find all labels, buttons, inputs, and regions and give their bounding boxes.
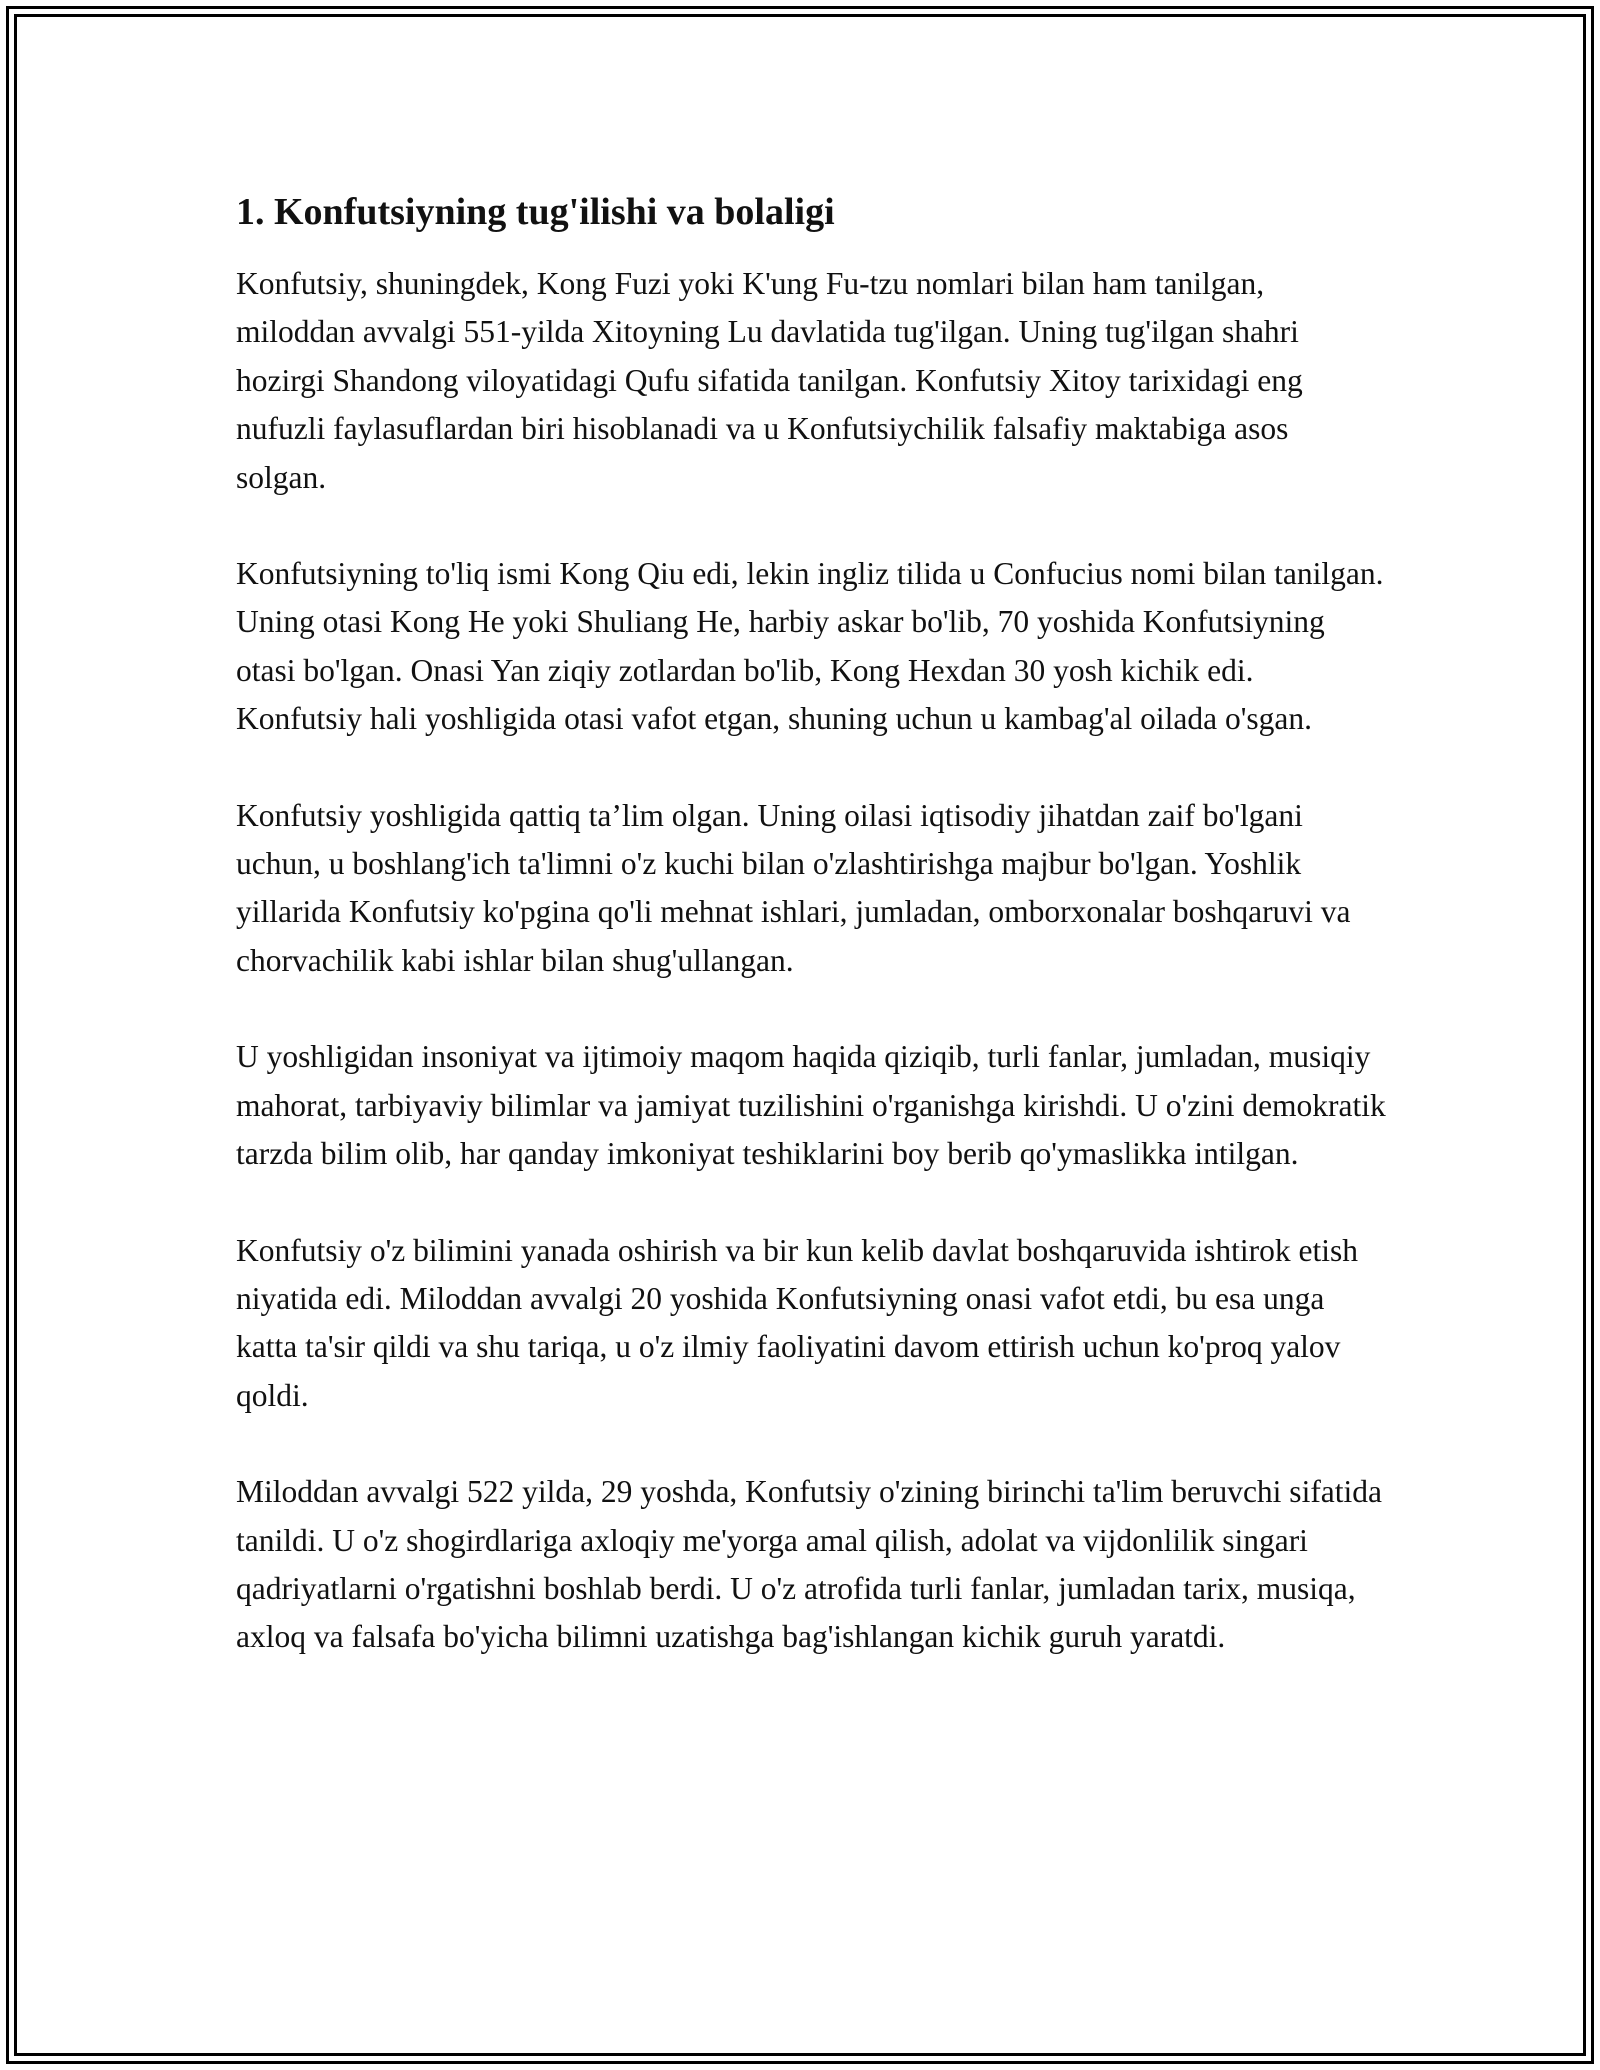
- paragraph-interests: U yoshligidan insoniyat va ijtimoiy maqom haqida qiziqib, turli fanlar, jumladan, musiqiy mahorat, tarbiyaviy bilimlar va jamiyat tuzilishini o'rganishga kirishdi. U o'zini demokratik tarzda bilim olib, har qanday imkoniyat teshiklarini boy berib qo'ymaslikka intilgan.: [236, 1039, 1386, 1172]
- paragraph-education: Konfutsiy yoshligida qattiq ta’lim olgan. Uning oilasi iqtisodiy jihatdan zaif bo'lgani uchun, u boshlang'ich ta'limni o'z kuchi bilan o'zlashtirishga majbur bo'lgan. Yoshlik yillarida Konfutsiy ko'pgina qo'li mehnat ishlari, jumladan, omborxonalar boshqaruvi va chorvachilik kabi ishlar bilan shug'ullangan.: [236, 797, 1351, 978]
- paragraph-teaching: Miloddan avvalgi 522 yilda, 29 yoshda, Konfutsiy o'zining birinchi ta'lim beruvchi sifatida tanildi. U o'z shogirdlariga axloqiy me'yorga amal qilish, adolat va vijdonlilik singari qadriyatlarni o'rgatishni boshlab berdi. U o'z atrofida turli fanlar, jumladan tarix, musiqa, axloq va falsafa bo'yicha bilimni uzatishga bag'ishlangan kichik guruh yaratdi.: [236, 1474, 1383, 1655]
- paragraph-family: Konfutsiyning to'liq ismi Kong Qiu edi, lekin ingliz tilida u Confucius nomi bilan tanilgan. Uning otasi Kong He yoki Shuliang He, harbiy askar bo'lib, 70 yoshida Konfutsiyning otasi bo'lgan. Onasi Yan ziqiy zotlardan bo'lib, Kong Hexdan 30 yosh kichik edi. Konfutsiy hali yoshligida otasi vafot etgan, shuning uchun u kambag'al oilada o'sgan.: [236, 556, 1384, 737]
- paragraph-birth: Konfutsiy, shuningdek, Kong Fuzi yoki K'ung Fu-tzu nomlari bilan ham tanilgan, miloddan avvalgi 551-yilda Xitoyning Lu davlatida tug'ilgan. Uning tug'ilgan shahri hozirgi Shandong viloyatidagi Qufu sifatida tanilgan. Konfutsiy Xitoy tarixidagi eng nufuzli faylasuflardan biri hisoblanadi va u Konfutsiychilik falsafiy maktabiga asos solgan.: [236, 266, 1303, 495]
- document-body: [236, 186, 1386, 1710]
- section-heading: 1. Konfutsiyning tug'ilishi va bolaligi: [236, 191, 835, 233]
- paragraph-ambitions: Konfutsiy o'z bilimini yanada oshirish va bir kun kelib davlat boshqaruvida ishtirok etish niyatida edi. Miloddan avvalgi 20 yoshida Konfutsiyning onasi vafot etdi, bu esa unga katta ta'sir qildi va shu tariqa, u o'z ilmiy faoliyatini davom ettirish uchun ko'proq yalov qoldi.: [236, 1232, 1359, 1413]
